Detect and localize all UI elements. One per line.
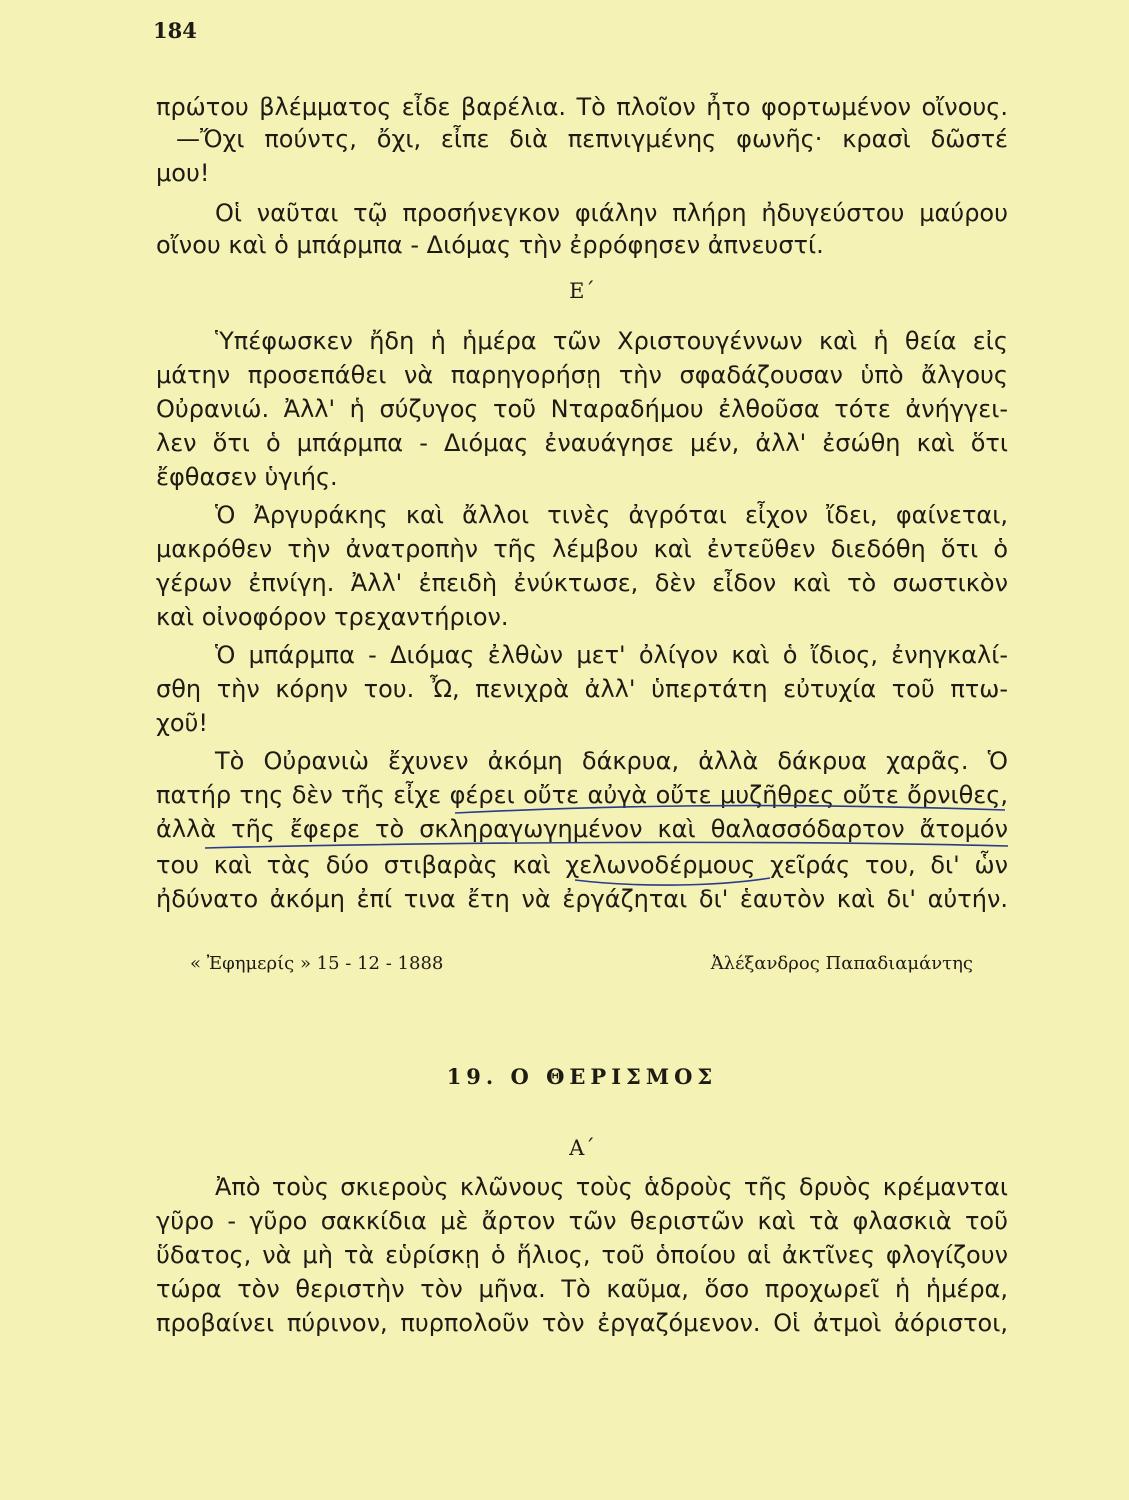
- source-citation: « Ἐφημερίς » 15 - 12 - 1888: [190, 953, 444, 974]
- text-line: Ἀπὸ τοὺς σκιεροὺς κλῶνους τοὺς ἁδροὺς τῆς δρυὸς κρέμανται: [215, 1173, 1008, 1201]
- text-line: ἔφθασεν ὑγιής.: [156, 463, 338, 491]
- chapter-title: 19. Ο ΘΕΡΙΣΜΟΣ: [446, 1064, 718, 1089]
- text-line: Οἱ ναῦται τῷ προσήνεγκον φιάλην πλήρη ἠδυγεύστου μαύρου: [215, 199, 1008, 227]
- text-line: γῦρο - γῦρο σακκίδια μὲ ἄρτον τῶν θεριστῶν καὶ τὰ φλασκιὰ τοῦ: [156, 1207, 1008, 1235]
- text-line: πρώτου βλέμματος εἶδε βαρέλια. Τὸ πλοῖον ἦτο φορτωμένον οἴνους.: [156, 93, 1008, 121]
- text-line: λεν ὅτι ὁ μπάρμπα - Διόμας ἐναυάγησε μέν, ἀλλ' ἐσώθη καὶ ὅτι: [156, 429, 1008, 457]
- text-line: γέρων ἐπνίγη. Ἀλλ' ἐπειδὴ ἐνύκτωσε, δὲν εἶδον καὶ τὸ σωστικὸν: [156, 569, 1008, 597]
- text-line: ἠδύνατο ἀκόμη ἐπί τινα ἔτη νὰ ἐργάζηται δι' ἑαυτὸν καὶ δι' αὐτήν.: [156, 885, 1008, 913]
- text-line: μου!: [156, 159, 210, 187]
- text-line: Οὐρανιώ. Ἀλλ' ἡ σύζυγος τοῦ Νταραδήμου ἐλθοῦσα τότε ἀνήγγει-: [156, 395, 1008, 423]
- text-line: του καὶ τὰς δύο στιβαρὰς καὶ χελωνοδέρμους χεῖράς του, δι' ὧν: [156, 851, 1008, 879]
- page-number: 184: [153, 18, 197, 43]
- section-heading-a: Α΄: [569, 1136, 595, 1160]
- text-line: μάτην προσεπάθει νὰ παρηγορήσῃ τὴν σφαδάζουσαν ὑπὸ ἄλγους: [156, 361, 1008, 389]
- text-line: χοῦ!: [156, 709, 209, 737]
- text-line: Τὸ Οὐρανιὼ ἔχυνεν ἀκόμη δάκρυα, ἀλλὰ δάκρυα χαρᾶς. Ὁ: [215, 747, 1008, 775]
- text-line: πατήρ της δὲν τῆς εἶχε φέρει οὔτε αὐγὰ οὔτε μυζῆθρες οὔτε ὄρνιθες,: [156, 781, 1008, 809]
- text-line: τώρα τὸν θεριστὴν τὸν μῆνα. Τὸ καῦμα, ὅσο προχωρεῖ ἡ ἡμέρα,: [156, 1275, 1008, 1303]
- text-line: προβαίνει πύρινον, πυρπολοῦν τὸν ἐργαζόμενον. Οἱ ἀτμοὶ ἀόριστοι,: [156, 1309, 1008, 1337]
- text-line: οἴνου καὶ ὁ μπάρμπα - Διόμας τὴν ἐρρόφησεν ἀπνευστί.: [156, 231, 824, 259]
- text-line: —Ὄχι πούντς, ὄχι, εἶπε διὰ πεπνιγμένης φωνῆς· κρασὶ δῶστέ: [176, 125, 1008, 153]
- section-heading-e: Ε΄: [569, 279, 595, 303]
- text-line: σθη τὴν κόρην του. Ὦ, πενιχρὰ ἀλλ' ὑπερτάτη εὐτυχία τοῦ πτω-: [156, 675, 1008, 703]
- text-line: μακρόθεν τὴν ἀνατροπὴν τῆς λέμβου καὶ ἐντεῦθεν διεδόθη ὅτι ὁ: [156, 535, 1008, 563]
- text-line: Ὁ μπάρμπα - Διόμας ἐλθὼν μετ' ὀλίγον καὶ ὁ ἴδιος, ἐνηγκαλί-: [215, 641, 1008, 669]
- text-line: Ὑπέφωσκεν ἤδη ἡ ἡμέρα τῶν Χριστουγέννων καὶ ἡ θεία εἰς: [215, 327, 1008, 355]
- author-signature: Ἀλέξανδρος Παπαδιαμάντης: [710, 953, 973, 974]
- text-line: ὕδατος, νὰ μὴ τὰ εὑρίσκῃ ὁ ἥλιος, τοῦ ὁποίου αἱ ἀκτῖνες φλογίζουν: [156, 1241, 1008, 1269]
- text-line: καὶ οἰνοφόρον τρεχαντήριον.: [156, 603, 509, 631]
- text-line: ἀλλὰ τῆς ἔφερε τὸ σκληραγωγημένον καὶ θαλασσόδαρτον ἄτομόν: [156, 815, 1008, 843]
- text-line: Ὁ Ἀργυράκης καὶ ἄλλοι τινὲς ἀγρόται εἶχον ἴδει, φαίνεται,: [215, 501, 1008, 529]
